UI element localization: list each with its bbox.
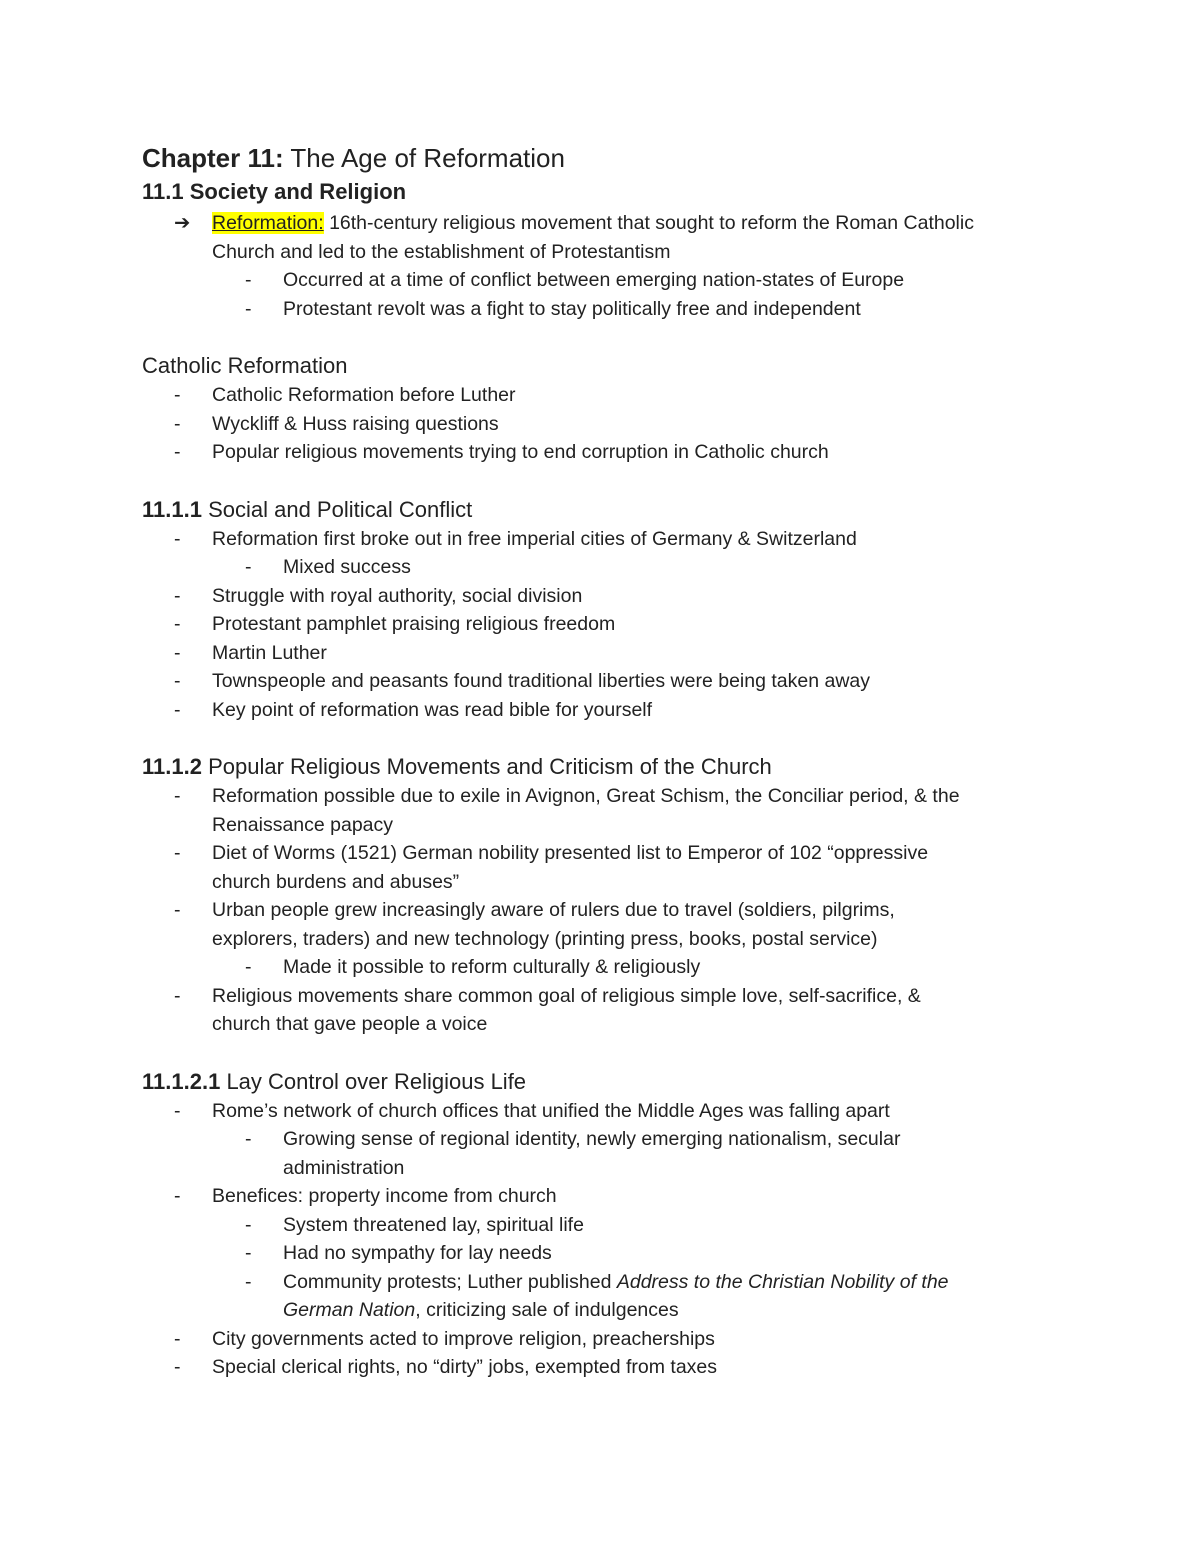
section-heading-11-1-2: 11.1.2 Popular Religious Movements and Criticism of the Church (142, 754, 772, 779)
list-item: - City governments acted to improve religion, preacherships (174, 1327, 715, 1350)
list-item: - Urban people grew increasingly aware of rulers due to travel (soldiers, pilgrims, explorers, traders) and new technology (printing press, books, postal service) (174, 899, 895, 950)
list-item: - Protestant pamphlet praising religious freedom (174, 613, 616, 635)
list-item: - Reformation possible due to exile in Avignon, Great Schism, the Conciliar period, & the Renaissance papacy (174, 785, 960, 836)
section-heading-11-1-2-1: 11.1.2.1 Lay Control over Religious Life (142, 1068, 527, 1094)
list-item: - Rome’s network of church offices that unified the Middle Ages was falling apart (174, 1099, 890, 1122)
section-heading-catholic-reformation: Catholic Reformation (142, 353, 348, 378)
chapter-title: Chapter 11: The Age of Reformation (142, 143, 565, 173)
list-item: - Catholic Reformation before Luther (174, 384, 516, 406)
list-item: - Popular religious movements trying to end corruption in Catholic church (174, 441, 829, 463)
list-item: - Made it possible to reform culturally & religiously (245, 956, 701, 978)
list-item: - Special clerical rights, no “dirty” jobs, exempted from taxes (174, 1356, 718, 1378)
list-item: - Struggle with royal authority, social division (174, 584, 583, 607)
list-item: - Had no sympathy for lay needs (245, 1242, 552, 1264)
list-item: - Martin Luther (174, 641, 327, 664)
list-item: - Townspeople and peasants found traditional liberties were being taken away (174, 670, 871, 692)
list-11-1 (142, 209, 1102, 266)
document-content (142, 141, 1102, 1382)
list-item: - Community protests; Luther published Address to the Christian Nobility of the German Nation, criticizing sale of indulgences (245, 1270, 949, 1321)
list-item: ➔ Reformation: 16th-century religious movement that sought to reform the Roman Catholic Church and led to the establishment of Protestantism (142, 209, 1102, 266)
book-title: Address to the Christian Nobility of the (616, 1270, 949, 1293)
list-item: - Mixed success (245, 556, 411, 578)
list-item: - Protestant revolt was a fight to stay politically free and independent (245, 297, 861, 320)
highlighted-term: Reformation: (212, 212, 324, 234)
list-catholic (142, 381, 1102, 467)
section-heading-11-1-1: 11.1.1 Social and Political Conflict (142, 496, 473, 522)
list-11-1-2-1 (142, 1097, 1102, 1126)
list-item: - Benefices: property income from church (174, 1185, 557, 1207)
arrow-bullet-icon: ➔ (174, 212, 191, 234)
list-item: - Reformation first broke out in free imperial cities of Germany & Switzerland (174, 527, 857, 550)
list-11-1-1 (142, 525, 1102, 554)
sublist-11-1 (142, 266, 1102, 323)
list-item: - System threatened lay, spiritual life (245, 1213, 584, 1236)
section-heading-11-1: 11.1 Society and Religion (142, 179, 407, 204)
list-item: - Growing sense of regional identity, newly emerging nationalism, secular administration (245, 1128, 901, 1179)
list-item: - Diet of Worms (1521) German nobility presented list to Emperor of 102 “oppressive church burdens and abuses” (174, 842, 929, 893)
list-item: - Occurred at a time of conflict between emerging nation-states of Europe (245, 269, 905, 291)
list-item: - Religious movements share common goal of religious simple love, self-sacrifice, & church that gave people a voice (174, 984, 921, 1035)
list-item: - Wyckliff & Huss raising questions (174, 412, 499, 435)
list-11-1-2 (142, 782, 1102, 953)
list-item: - Key point of reformation was read bible for yourself (174, 698, 653, 721)
